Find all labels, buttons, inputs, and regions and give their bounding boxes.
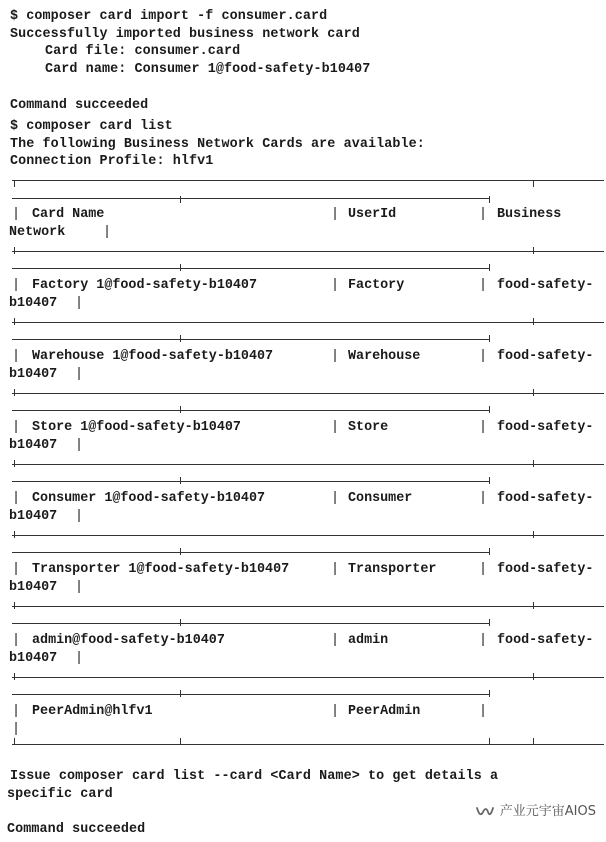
row-network-cont: b10407 (9, 509, 58, 524)
table-separator (12, 251, 604, 252)
table-tick (14, 738, 15, 745)
table-tick (180, 335, 181, 342)
table-separator (12, 677, 604, 678)
table-tick (489, 196, 490, 203)
table-tick (533, 738, 534, 745)
table-rule (12, 694, 490, 695)
row-card-name: Consumer 1@food-safety-b10407 (32, 491, 266, 506)
cell-divider: | (331, 704, 340, 719)
card-file-line: Card file: consumer.card (45, 44, 241, 59)
watermark (475, 803, 596, 821)
cell-divider: | (331, 491, 340, 506)
table-tick (489, 548, 490, 555)
table-rule (12, 339, 490, 340)
row-network: food-safety- (497, 562, 594, 577)
command-import: $ composer card import -f consumer.card (10, 9, 328, 24)
header-user-id: UserId (348, 207, 397, 222)
row-card-name: Transporter 1@food-safety-b10407 (32, 562, 290, 577)
row-user-id: Store (348, 420, 389, 435)
cell-divider: | (331, 420, 340, 435)
row-user-id: Factory (348, 278, 405, 293)
table-tick (180, 264, 181, 271)
table-tick (489, 406, 490, 413)
hint-line-1: Issue composer card list --card <Card Name> to get details a (10, 769, 499, 784)
table-rule (12, 198, 490, 199)
cell-divider: | (12, 704, 21, 719)
command-succeeded-1: Command succeeded (10, 98, 149, 113)
table-rule (12, 410, 490, 411)
cell-divider: | (479, 491, 488, 506)
table-border-top (12, 180, 604, 181)
row-user-id: PeerAdmin (348, 704, 421, 719)
table-rule (12, 623, 490, 624)
table-tick (489, 264, 490, 271)
table-rule (12, 552, 490, 553)
table-tick (533, 389, 534, 396)
cell-divider: | (75, 651, 84, 666)
cell-divider: | (12, 562, 21, 577)
cell-divider: | (75, 296, 84, 311)
row-network-cont: b10407 (9, 580, 58, 595)
row-card-name: Warehouse 1@food-safety-b10407 (32, 349, 274, 364)
command-succeeded-2: Command succeeded (7, 822, 146, 837)
row-card-name: Factory 1@food-safety-b10407 (32, 278, 257, 293)
table-separator (12, 535, 604, 536)
row-network: food-safety- (497, 349, 594, 364)
table-tick (180, 738, 181, 745)
cell-divider: | (479, 278, 488, 293)
import-success-message: Successfully imported business network card (10, 27, 360, 42)
connection-profile: Connection Profile: hlfv1 (10, 154, 214, 169)
cell-divider: | (75, 438, 84, 453)
header-card-name: Card Name (32, 207, 105, 222)
table-tick (533, 180, 534, 187)
table-tick (489, 619, 490, 626)
row-network-cont: b10407 (9, 651, 58, 666)
watermark-text: 产业元宇宙AIOS (499, 804, 596, 819)
command-card-list: $ composer card list (10, 119, 173, 134)
table-separator (12, 606, 604, 607)
table-corner (14, 180, 15, 187)
row-network: food-safety- (497, 491, 594, 506)
row-network-cont: b10407 (9, 438, 58, 453)
cell-divider: | (331, 562, 340, 577)
table-tick (533, 460, 534, 467)
table-tick (489, 738, 490, 745)
header-business: Business (497, 207, 562, 222)
row-network: food-safety- (497, 633, 594, 648)
cell-divider: | (479, 704, 488, 719)
wechat-channel-icon (475, 804, 495, 820)
table-tick (489, 477, 490, 484)
table-tick (533, 673, 534, 680)
table-tick (14, 531, 15, 538)
table-tick (180, 406, 181, 413)
list-intro: The following Business Network Cards are available: (10, 137, 425, 152)
table-tick (14, 247, 15, 254)
table-rule (12, 268, 490, 269)
table-border-bottom (12, 744, 604, 745)
cell-divider: | (331, 278, 340, 293)
table-tick (180, 690, 181, 697)
table-tick (180, 196, 181, 203)
cell-divider: | (12, 491, 21, 506)
table-tick (489, 335, 490, 342)
table-tick (533, 318, 534, 325)
table-tick (533, 531, 534, 538)
row-network-cont: b10407 (9, 367, 58, 382)
cell-divider: | (479, 633, 488, 648)
card-name-line: Card name: Consumer 1@food-safety-b10407 (45, 62, 371, 77)
cell-divider: | (12, 633, 21, 648)
cell-divider: | (12, 349, 21, 364)
hint-line-2: specific card (7, 787, 113, 802)
row-card-name: admin@food-safety-b10407 (32, 633, 225, 648)
row-network: food-safety- (497, 420, 594, 435)
row-card-name: Store 1@food-safety-b10407 (32, 420, 241, 435)
table-tick (489, 690, 490, 697)
cell-divider: | (12, 420, 21, 435)
cell-divider: | (12, 278, 21, 293)
cell-divider: | (479, 562, 488, 577)
table-tick (180, 619, 181, 626)
row-network-cont: b10407 (9, 296, 58, 311)
table-separator (12, 322, 604, 323)
row-user-id: admin (348, 633, 389, 648)
table-tick (180, 477, 181, 484)
cell-divider: | (331, 633, 340, 648)
table-tick (14, 673, 15, 680)
cell-divider: | (75, 367, 84, 382)
cell-divider: | (479, 349, 488, 364)
table-tick (533, 247, 534, 254)
cell-divider: | (75, 509, 84, 524)
row-user-id: Consumer (348, 491, 413, 506)
table-separator (12, 464, 604, 465)
table-tick (14, 389, 15, 396)
table-tick (180, 548, 181, 555)
cell-divider: | (12, 722, 21, 737)
table-rule (12, 481, 490, 482)
row-user-id: Transporter (348, 562, 437, 577)
table-tick (533, 602, 534, 609)
row-network: food-safety- (497, 278, 594, 293)
header-network: Network (9, 225, 66, 240)
table-tick (14, 460, 15, 467)
terminal-output: $ composer card import -f consumer.card Successfully imported business network card Card file: consumer.card Card name: Consumer 1@food-safety-b10407 Command succeeded $ composer card list The following Business Network Cards are available: Connection Profile: hlfv1 | Card Name | UserId | Business Network | | Factory 1@food-safety-b10407 | Factory | food-safety- b10407 | | Warehouse 1@food-safety-b10407 | Warehouse | food-safety- b10407 | | Store 1@food-safety-b10407 | Store | food-safety- b10407 | | Consumer 1@food-safety-b10407 | Consumer | food-safety- b10407 | | Transporter 1@food-safety-b10407 | Transporter | food-safety- b10407 | | admin@food-safety-b10407 | admin | food-safety- b10407 | | PeerAdmin@hlfv1 | PeerAdmin | | Issue composer card list --card <Card Name> to get details a specific card Command succeeded (0, 0, 606, 842)
cell-divider: | (479, 420, 488, 435)
cell-divider: | (331, 349, 340, 364)
table-separator (12, 393, 604, 394)
row-user-id: Warehouse (348, 349, 421, 364)
row-card-name: PeerAdmin@hlfv1 (32, 704, 153, 719)
cell-divider: | (75, 580, 84, 595)
table-tick (14, 318, 15, 325)
table-tick (14, 602, 15, 609)
